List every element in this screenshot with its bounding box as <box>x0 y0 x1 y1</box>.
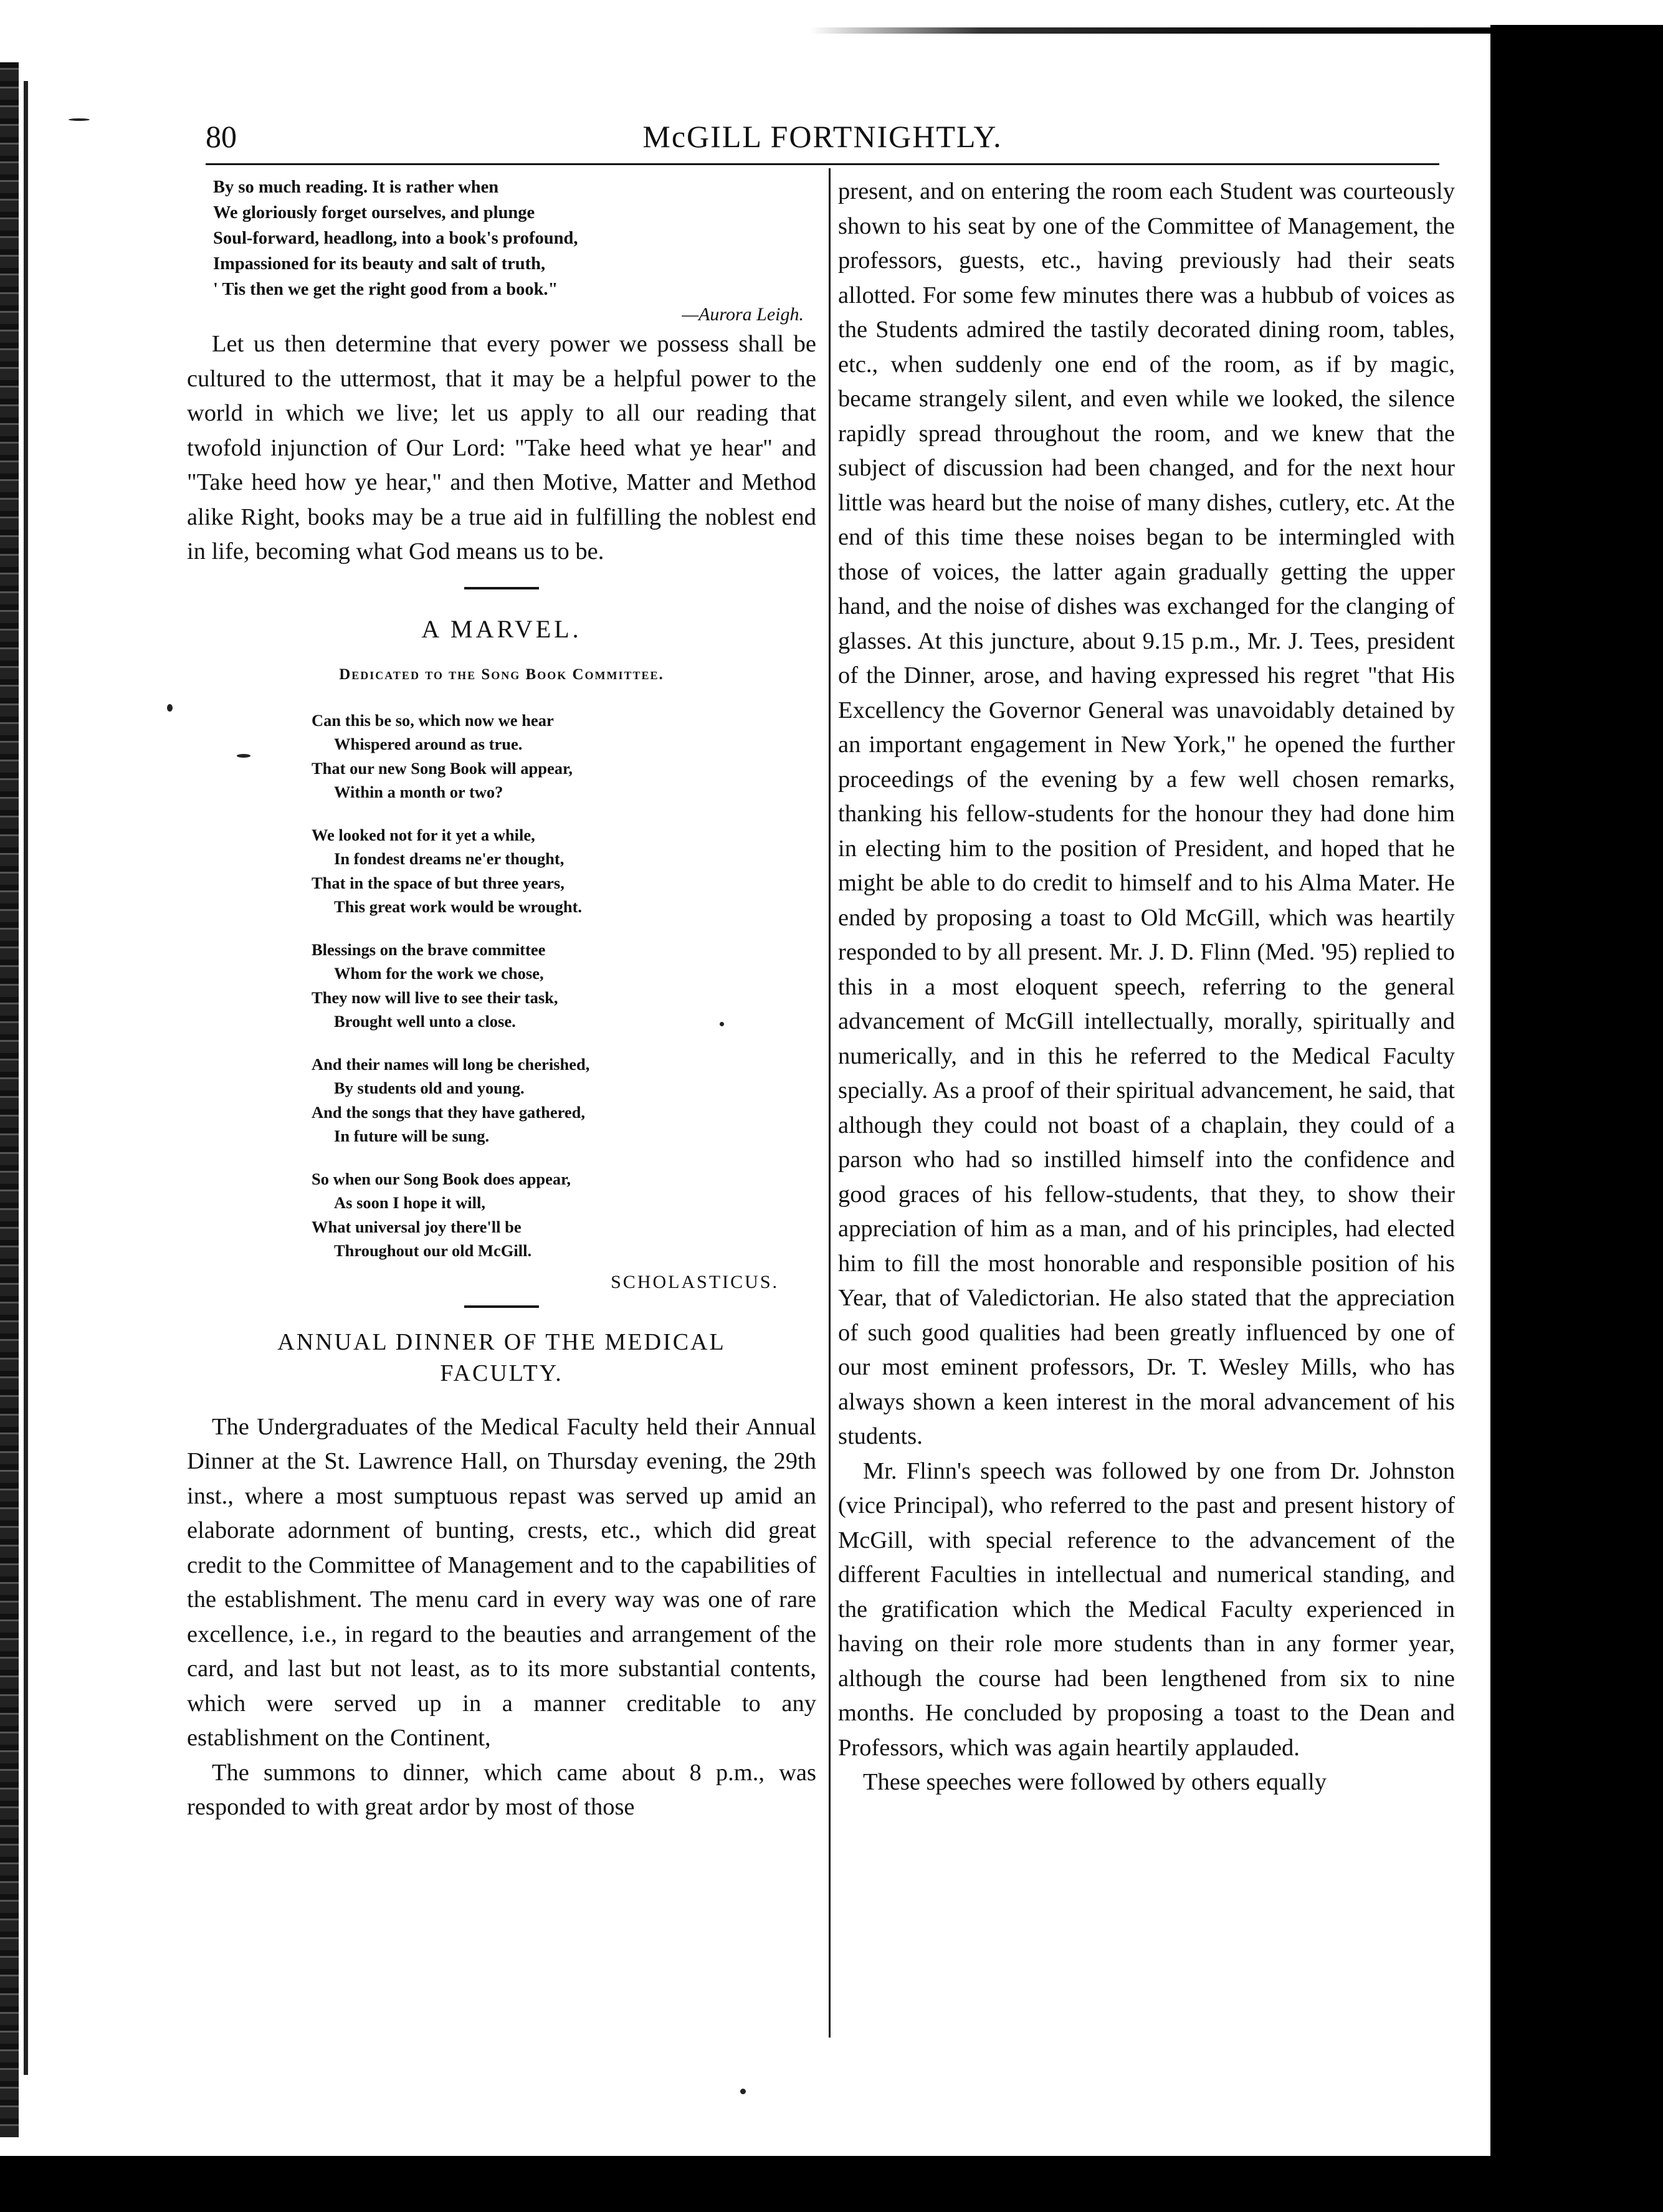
running-head: McGILL FORTNIGHTLY. <box>642 119 1003 154</box>
article-title-line: FACULTY. <box>440 1360 563 1386</box>
poem-line: In future will be sung. <box>334 1127 490 1145</box>
scan-edge-right <box>1490 25 1663 2212</box>
poem-line: In fondest dreams ne'er thought, <box>334 849 565 868</box>
header-rule <box>206 163 1439 165</box>
epigraph-line: We gloriously forget ourselves, and plunge <box>213 203 535 222</box>
poem-line: By students old and young. <box>334 1079 525 1097</box>
poem-line: And the songs that they have gathered, <box>312 1102 585 1122</box>
poem-stanza <box>312 823 816 919</box>
poem-body <box>312 708 816 1263</box>
column-divider <box>829 168 831 2038</box>
poem-dedication: Dedicated to the Song Book Committee. <box>339 665 664 683</box>
closing-paragraph: Let us then determine that every power we possess shall be cultured to the uttermost, that it may be a helpful power to the world in which we live; let us apply to all our reading that twofold injunction of Our Lord: "Take heed what ye hear" and "Take heed how ye hear," and then Motive, Matter and Method alike Right, books may be a true aid in fulfilling the noblest end in life, becoming what God means us to be. <box>187 331 816 565</box>
poem-line: Within a month or two? <box>334 783 503 801</box>
article-paragraph: Mr. Flinn's speech was followed by one from Dr. Johnston (vice Principal), who referred to the past and present history of McGill, with special reference to the advancement of the different Faculties in intellectual and numerical standing, and the gratification which the Medical Faculty experienced in having on their role more students than in any former year, although the course had been lengthened from six to nine months. He concluded by proposing a toast to the Dean and Professors, which was again heartily applauded. <box>838 1457 1455 1761</box>
poem-line: They now will live to see their task, <box>312 988 558 1007</box>
poem-line: Can this be so, which now we hear <box>312 710 554 730</box>
poem-line: And their names will long be cherished, <box>312 1054 590 1074</box>
section-divider <box>464 587 539 589</box>
poem-line: As soon I hope it will, <box>334 1193 485 1212</box>
scan-edge-left-line <box>24 81 28 2075</box>
epigraph-line: Impassioned for its beauty and salt of truth, <box>213 254 546 274</box>
poem-signature: SCHOLASTICUS. <box>611 1271 779 1292</box>
page-header <box>206 112 1439 162</box>
epigraph-line: ' Tis then we get the right good from a book." <box>213 280 558 299</box>
poem-line: That in the space of but three years, <box>312 873 565 892</box>
article-paragraph: These speeches were followed by others equally <box>863 1769 1327 1795</box>
poem-line: We looked not for it yet a while, <box>312 825 535 844</box>
poem-stanza <box>312 708 816 804</box>
page-number: 80 <box>206 119 237 154</box>
scan-edge-top <box>810 27 1495 34</box>
poem-line: This great work would be wrought. <box>334 897 583 916</box>
scan-edge-left <box>0 62 19 2137</box>
poem-line: Throughout our old McGill. <box>334 1241 532 1260</box>
poem-title: A MARVEL. <box>421 614 582 643</box>
poem-stanza <box>312 1167 816 1263</box>
poem-stanza <box>312 938 816 1034</box>
poem-line: Whom for the work we chose, <box>334 964 544 983</box>
article-title <box>187 1327 816 1389</box>
left-column <box>187 174 816 1825</box>
poem-line: Brought well unto a close. <box>334 1012 516 1031</box>
section-divider <box>464 1305 539 1308</box>
poem-line: So when our Song Book does appear, <box>312 1169 571 1188</box>
epigraph-attribution: —Aurora Leigh. <box>682 304 804 325</box>
scan-speck <box>740 2089 746 2094</box>
epigraph <box>213 174 816 302</box>
scan-edge-bottom <box>0 2156 1495 2212</box>
article-paragraph: The Undergraduates of the Medical Faculty held their Annual Dinner at the St. Lawrence Hall, on Thursday evening, the 29th inst., where a most sumptuous repast was served up amid an elaborate adornment of bunting, crests, etc., which did great credit to the Committee of Management and to the capabilities of the establishment. The menu card in every way was one of rare excellence, i.e., in regard to the beauties and arrangement of the card, and last but not least, as to its more substantial contents, which were served up in a manner creditable to any establishment on the Continent, <box>187 1413 816 1751</box>
article-paragraph: present, and on entering the room each Student was courteously shown to his seat by one of the Committee of Management, the professors, guests, etc., having previously had their seats allotted. For some few minutes there was a hubbub of voices as the Students admired the tastily decorated dining room, tables, etc., when suddenly one end of the room, as if by magic, became strangely silent, and even while we looked, the silence rapidly spread throughout the room, and we knew that the subject of discussion had been changed, and for the next hour little was heard but the noise of many dishes, cutlery, etc. At the end of this time these noises began to be intermingled with those of voices, the latter again gradually getting the upper hand, and the noise of dishes was exchanged for the clanging of glasses. At this juncture, about 9.15 p.m., Mr. J. Tees, president of the Dinner, arose, and having expressed his regret "that His Excellency the Governor General was unavoidably detained by an important engagement in New York," he opened the further proceedings of the evening by a few well chosen remarks, thanking his fellow-students for the honour they had done him in electing him to the position of President, and hoped that he might be able to do credit to himself and to his Alma Mater. He ended by proposing a toast to Old McGill, which was heartily responded to by all present. Mr. J. D. Flinn (Med. '95) replied to this in a most eloquent speech, referring to the general advancement of McGill intellectually, morally, spiritually and numerically, and in this he referred to the Medical Faculty specially. As a proof of their spiritual advancement, he said, that although they could not boast of a chaplain, they could of a parson who had so instilled himself into the confidence and good graces of his fellow-students, that they, to show their appreciation of him as a man, and of his principles, had elected him to fill the most honorable and responsible position of his Year, that of Valedictorian. He also stated that the appreciation of such good qualities had been greatly influenced by one of our most eminent professors, Dr. T. Wesley Mills, who has always shown a keen interest in the moral advancement of his students. <box>838 178 1455 1449</box>
scan-speck <box>167 704 173 712</box>
right-column <box>838 174 1455 1800</box>
poem-line: What universal joy there'll be <box>312 1217 522 1236</box>
poem-stanza <box>312 1052 816 1148</box>
poem-line: Whispered around as true. <box>334 735 523 753</box>
epigraph-line: Soul-forward, headlong, into a book's profound, <box>213 229 578 248</box>
epigraph-line: By so much reading. It is rather when <box>213 178 499 197</box>
article-paragraph: The summons to dinner, which came about 8 p.m., was responded to with great ardor by most of those <box>187 1759 816 1820</box>
poem-line: Blessings on the brave committee <box>312 940 546 959</box>
article-title-line: ANNUAL DINNER OF THE MEDICAL <box>277 1328 726 1355</box>
poem-line: That our new Song Book will appear, <box>312 758 573 778</box>
scan-speck <box>69 118 90 121</box>
